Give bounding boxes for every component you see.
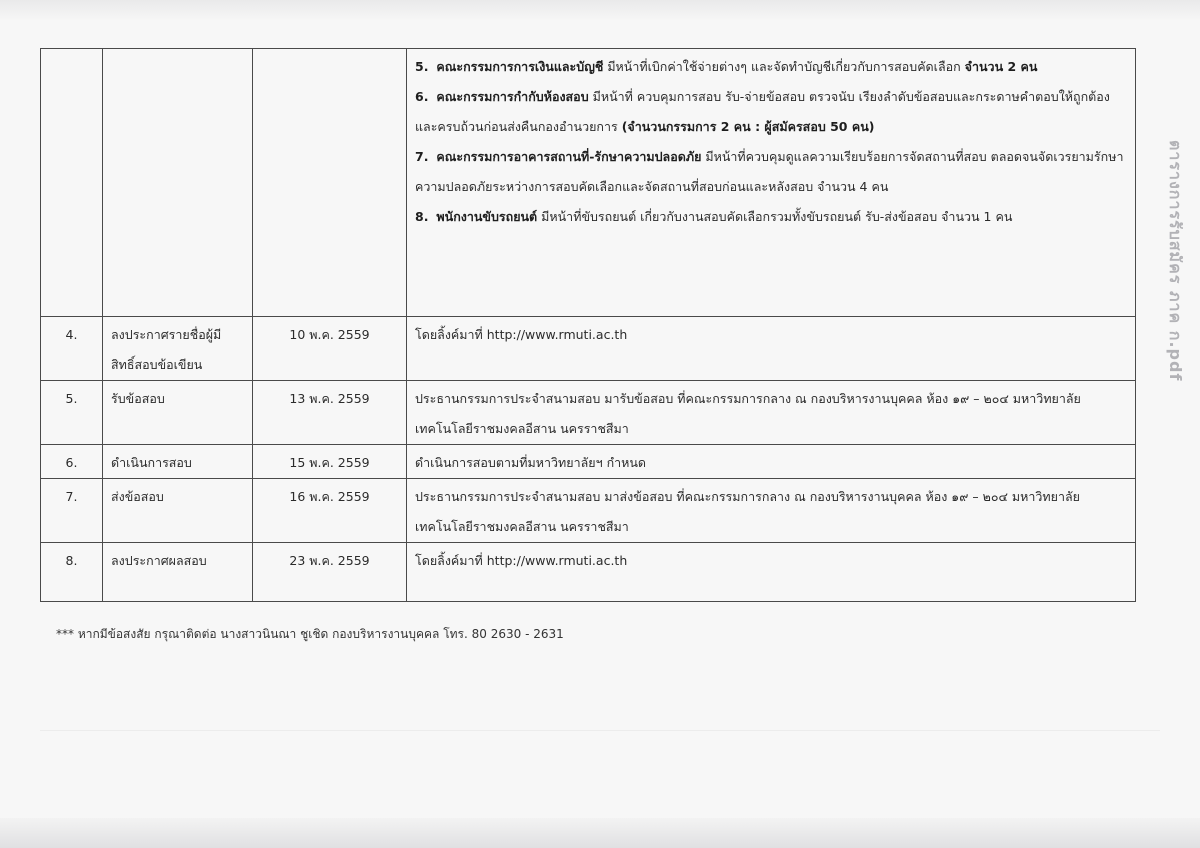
committee-duty: มีหน้าที่ ควบคุมการสอบ รับ-จ่ายข้อสอบ ตรวจนับ เรียงลำดับข้อสอบและกระดาษคำตอบให้ถูกต้องและครบถ้วนก่อนส่งคืนกองอำนวยการ — [415, 89, 1110, 134]
committee-title: พนักงานขับรถยนต์ — [436, 209, 538, 224]
committee-duty: มีหน้าที่ขับรถยนต์ เกี่ยวกับงานสอบคัดเลือกรวมทั้งขับรถยนต์ รับ-ส่งข้อสอบ จำนวน 1 คน — [537, 209, 1013, 224]
row-activity: รับข้อสอบ — [103, 381, 253, 445]
contact-note: *** หากมีข้อสงสัย กรุณาติดต่อ นางสาวนินณา ชูเชิด กองบริหารงานบุคคล โทร. 80 2630 - 2631 — [56, 627, 564, 641]
committee-duties-cell — [407, 49, 1136, 317]
cell-empty-activity — [103, 49, 253, 317]
table-row — [41, 543, 1136, 602]
committee-number: 7. — [415, 149, 429, 164]
row-date: 13 พ.ค. 2559 — [253, 381, 407, 445]
committee-item — [415, 82, 1127, 142]
row-number: 6. — [41, 445, 103, 479]
row-activity: ลงประกาศผลสอบ — [103, 543, 253, 602]
cell-empty-no — [41, 49, 103, 317]
schedule-table — [40, 48, 1136, 602]
row-detail: โดยลิ้งค์มาที่ http://www.rmuti.ac.th — [407, 317, 1136, 381]
cell-empty-date — [253, 49, 407, 317]
row-number: 5. — [41, 381, 103, 445]
committee-count: จำนวน 2 คน — [964, 59, 1038, 74]
table-row-committees — [41, 49, 1136, 317]
table-row — [41, 317, 1136, 381]
row-detail: ประธานกรรมการประจำสนามสอบ มาส่งข้อสอบ ที่คณะกรรมการกลาง ณ กองบริหารงานบุคคล ห้อง ๑๙ – ๒๐๔ มหาวิทยาลัยเทคโนโลยีราชมงคลอีสาน นครราชสีมา — [407, 479, 1136, 543]
row-number: 8. — [41, 543, 103, 602]
table-row — [41, 381, 1136, 445]
row-date: 16 พ.ค. 2559 — [253, 479, 407, 543]
row-detail: ดำเนินการสอบตามที่มหาวิทยาลัยฯ กำหนด — [407, 445, 1136, 479]
row-activity: ดำเนินการสอบ — [103, 445, 253, 479]
scan-top-edge — [0, 0, 1200, 20]
committee-count: (จำนวนกรรมการ 2 คน : ผู้สมัครสอบ 50 คน) — [621, 119, 875, 134]
committee-title: คณะกรรมการอาคารสถานที่-รักษาความปลอดภัย — [436, 149, 702, 164]
committee-item — [415, 142, 1127, 202]
row-activity: ส่งข้อสอบ — [103, 479, 253, 543]
committee-number: 5. — [415, 59, 429, 74]
row-detail: ประธานกรรมการประจำสนามสอบ มารับข้อสอบ ที่คณะกรรมการกลาง ณ กองบริหารงานบุคคล ห้อง ๑๙ – ๒๐๔ มหาวิทยาลัยเทคโนโลยีราชมงคลอีสาน นครราชสีมา — [407, 381, 1136, 445]
committee-number: 8. — [415, 209, 429, 224]
scan-bottom-edge — [0, 818, 1200, 848]
row-detail: โดยลิ้งค์มาที่ http://www.rmuti.ac.th — [407, 543, 1136, 602]
row-date: 10 พ.ค. 2559 — [253, 317, 407, 381]
row-date: 23 พ.ค. 2559 — [253, 543, 407, 602]
committee-item — [415, 52, 1127, 82]
committee-title: คณะกรรมการกำกับห้องสอบ — [436, 89, 589, 104]
row-number: 7. — [41, 479, 103, 543]
committee-duty: มีหน้าที่เบิกค่าใช้จ่ายต่างๆ และจัดทำบัญชีเกี่ยวกับการสอบคัดเลือก — [603, 59, 965, 74]
divider — [40, 730, 1160, 731]
file-name-label: ตารางการรับสมัคร ภาค ก.pdf — [1166, 140, 1185, 382]
committee-duty: มีหน้าที่ควบคุมดูแลความเรียบร้อยการจัดสถานที่สอบ ตลอดจนจัดเวรยามรักษาความปลอดภัยระหว่างการสอบคัดเลือกและจัดสถานที่สอบก่อนและหลังสอบ จำนวน 4 คน — [415, 149, 1124, 194]
row-number: 4. — [41, 317, 103, 381]
committee-number: 6. — [415, 89, 429, 104]
committee-item — [415, 202, 1127, 232]
row-activity: ลงประกาศรายชื่อผู้มีสิทธิ์สอบข้อเขียน — [103, 317, 253, 381]
row-date: 15 พ.ค. 2559 — [253, 445, 407, 479]
table-row — [41, 479, 1136, 543]
committee-title: คณะกรรมการการเงินและบัญชี — [436, 59, 604, 74]
table-row — [41, 445, 1136, 479]
